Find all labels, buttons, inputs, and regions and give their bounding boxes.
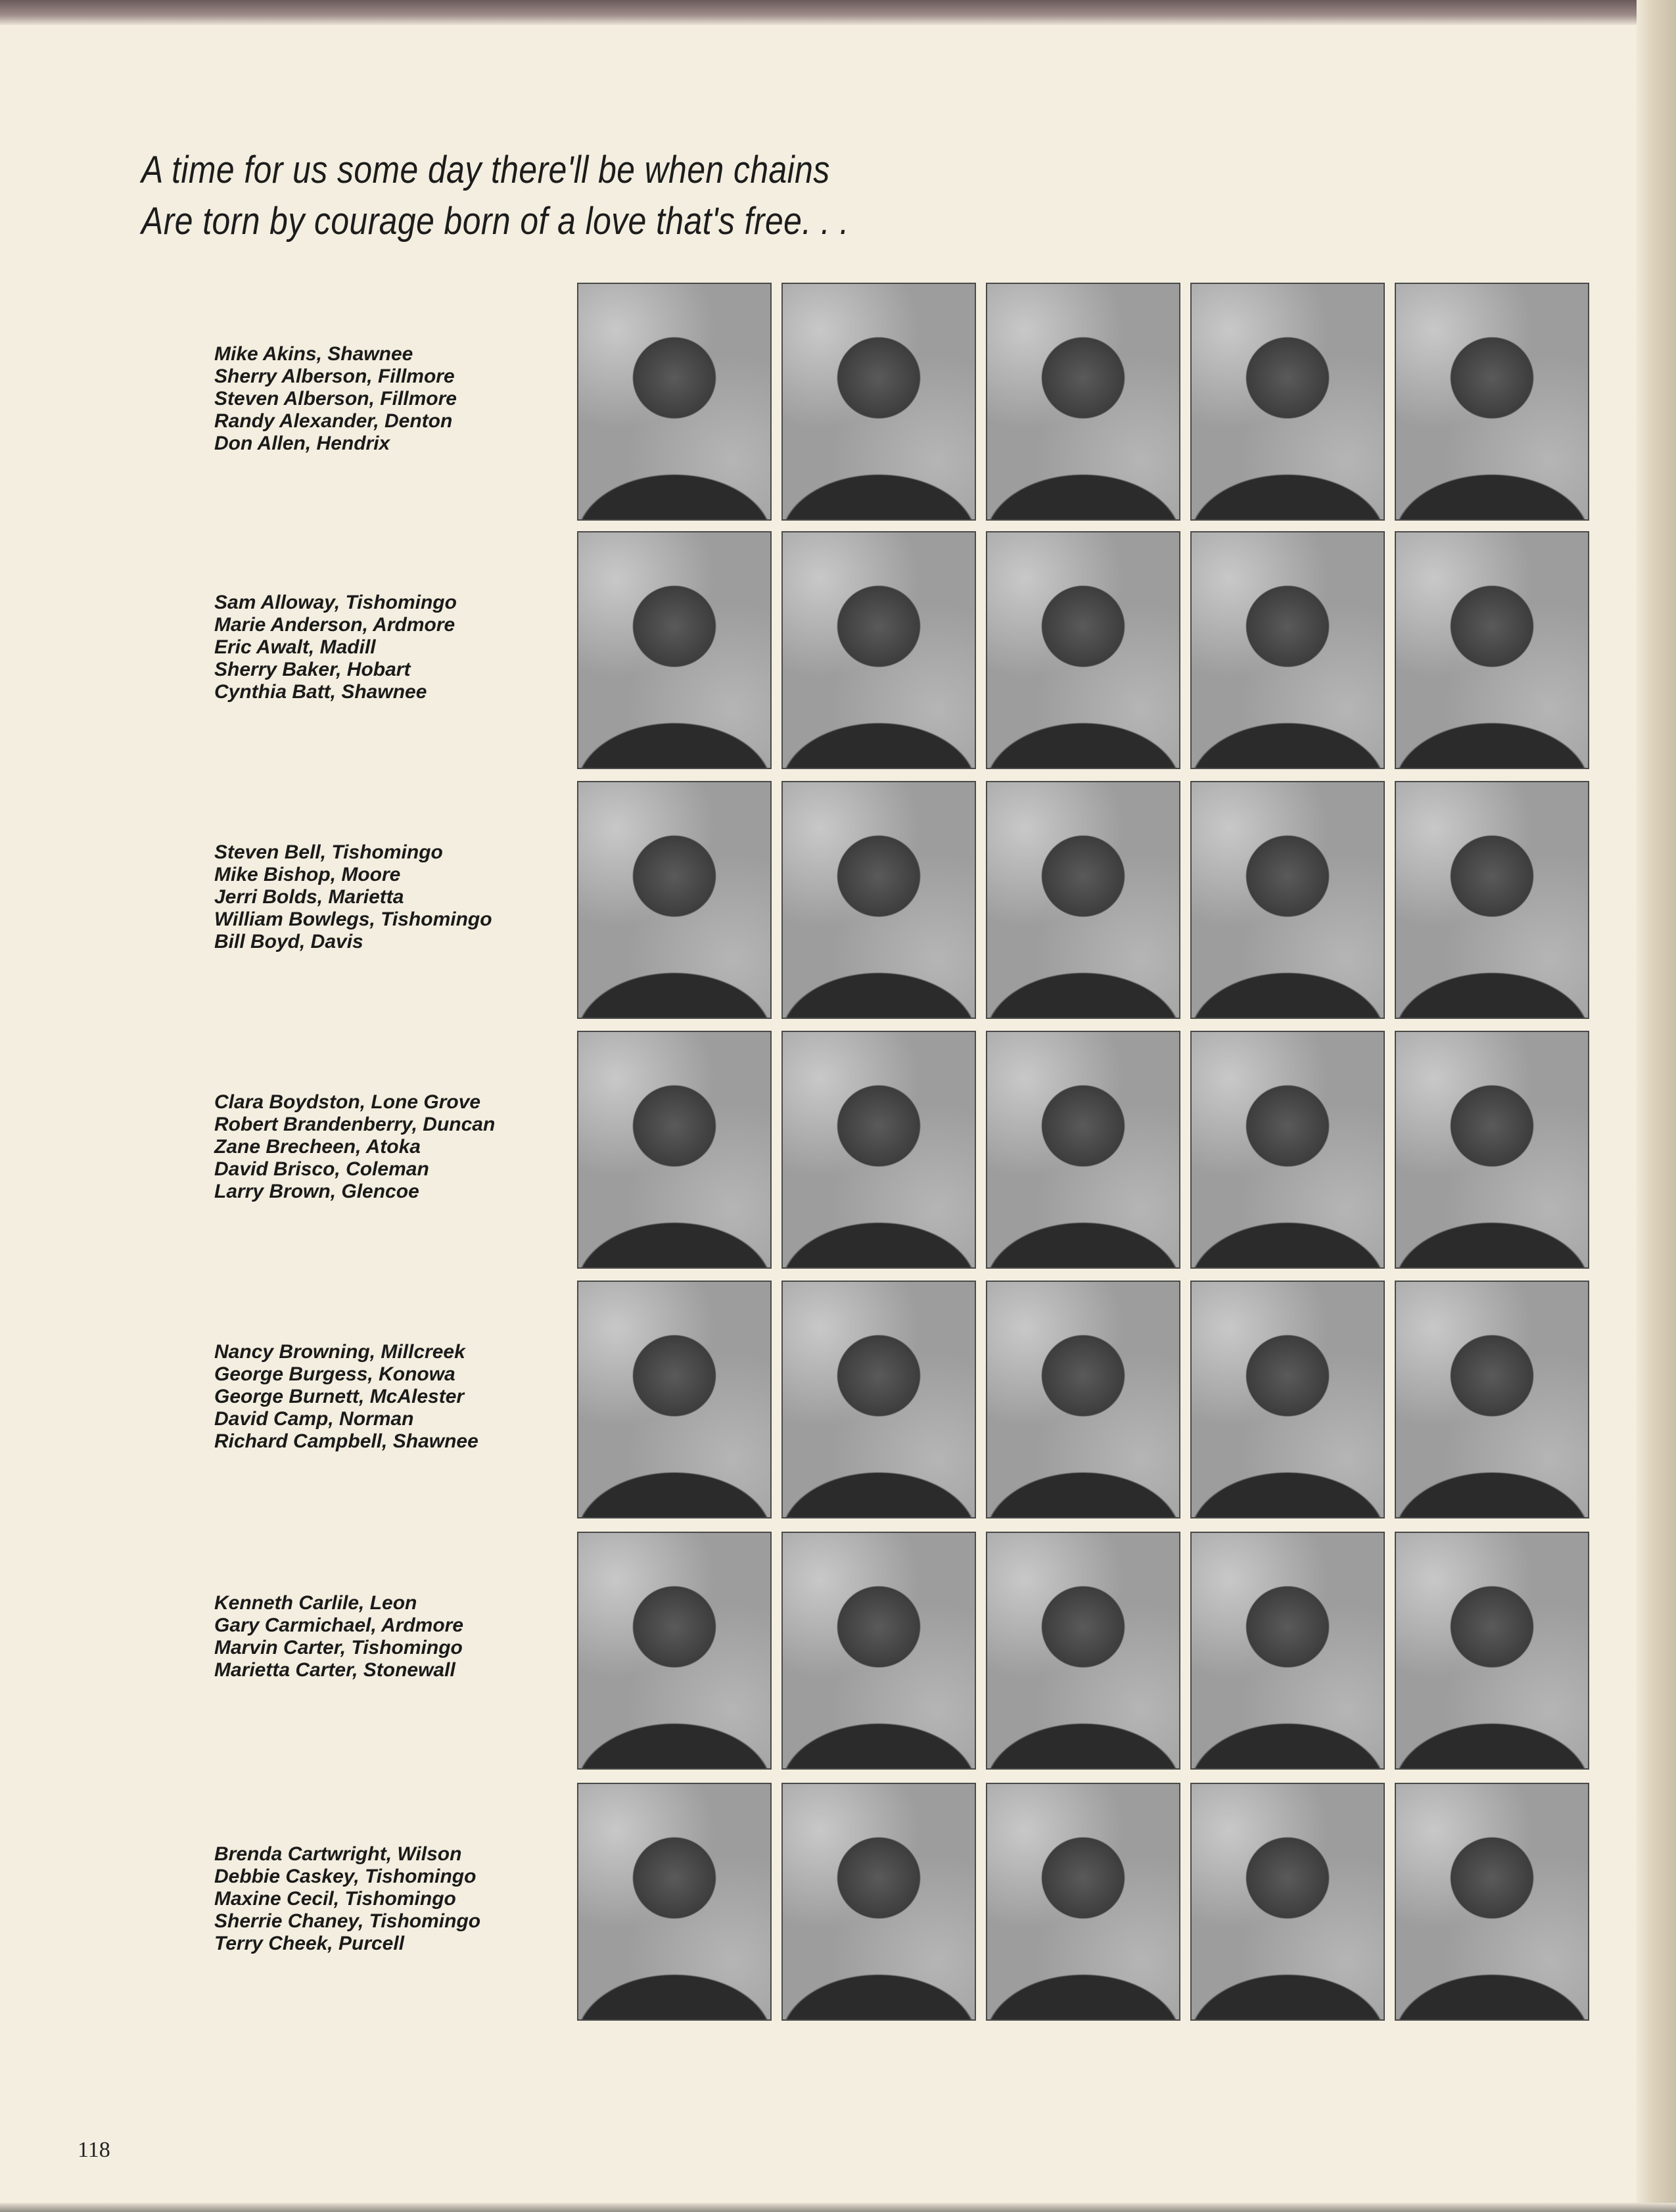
student-portrait [577,1031,772,1269]
student-portrait [577,1783,772,2021]
student-row [0,1281,1610,1518]
student-portrait [781,283,976,521]
student-name: Sherry Baker, Hobart [214,659,411,680]
student-name: William Bowlegs, Tishomingo [214,908,492,930]
student-name: Cynthia Batt, Shawnee [214,681,427,703]
student-row [0,1532,1610,1770]
student-name: George Burgess, Konowa [214,1363,455,1385]
student-name: Gary Carmichael, Ardmore [214,1614,464,1636]
student-name: Brenda Cartwright, Wilson [214,1843,462,1865]
student-portrait [986,1031,1180,1269]
student-name: Clara Boydston, Lone Grove [214,1091,481,1113]
student-row [0,1031,1610,1269]
student-portrait [781,781,976,1019]
student-portrait [986,781,1180,1019]
student-portrait [986,1532,1180,1770]
student-name: David Brisco, Coleman [214,1158,429,1180]
student-name: Robert Brandenberry, Duncan [214,1114,496,1135]
student-portrait [781,1281,976,1518]
student-portrait [986,1783,1180,2021]
student-portrait [986,531,1180,769]
student-portrait [1190,1031,1385,1269]
quote [141,145,1193,247]
student-portrait [1395,283,1589,521]
quote-line-2: Are torn by courage born of a love that's free. . . [141,200,849,243]
student-portrait [986,283,1180,521]
student-name: Sam Alloway, Tishomingo [214,592,457,613]
student-name: Sherry Alberson, Fillmore [214,365,455,387]
student-name: Mike Akins, Shawnee [214,343,413,365]
student-portrait [1190,1532,1385,1770]
page-top-edge [0,0,1676,25]
student-portrait [1190,531,1385,769]
page-number: 118 [78,2138,110,2162]
quote-line-1: A time for us some day there'll be when chains [141,149,830,191]
student-portrait [781,1031,976,1269]
student-portrait [1190,1281,1385,1518]
book-spine [1637,0,1676,2212]
student-name: Larry Brown, Glencoe [214,1181,419,1202]
student-portrait [986,1281,1180,1518]
student-name: David Camp, Norman [214,1408,414,1430]
student-portrait [1190,283,1385,521]
student-row [0,1783,1610,2021]
student-name-list [214,841,569,953]
student-row [0,781,1610,1019]
student-name: Eric Awalt, Madill [214,636,376,658]
student-name: Bill Boyd, Davis [214,931,363,953]
student-name: Nancy Browning, Millcreek [214,1341,465,1363]
student-name: Randy Alexander, Denton [214,410,453,432]
student-name-list [214,1091,569,1203]
student-name: Marvin Carter, Tishomingo [214,1637,463,1659]
student-portrait [577,1281,772,1518]
student-portrait [1395,1031,1589,1269]
student-name-list [214,1341,569,1453]
student-row [0,283,1610,521]
student-portrait [781,531,976,769]
student-portrait [1395,781,1589,1019]
student-portrait [577,781,772,1019]
student-name: Kenneth Carlile, Leon [214,1592,417,1614]
student-name-list [214,592,569,703]
page-bottom-edge [0,2203,1676,2212]
student-portrait [577,531,772,769]
student-portrait [1395,1783,1589,2021]
student-name-list [214,343,569,455]
student-portrait [577,1532,772,1770]
student-name: Jerri Bolds, Marietta [214,886,404,908]
student-name: Debbie Caskey, Tishomingo [214,1866,477,1887]
student-name: Steven Alberson, Fillmore [214,388,457,410]
student-name: Richard Campbell, Shawnee [214,1430,478,1452]
student-portrait [781,1532,976,1770]
student-name: Marie Anderson, Ardmore [214,614,455,636]
student-name: Don Allen, Hendrix [214,433,390,454]
student-portrait [577,283,772,521]
student-portrait [1395,1532,1589,1770]
student-name: Steven Bell, Tishomingo [214,841,443,863]
student-name: George Burnett, McAlester [214,1386,465,1407]
student-name-list [214,1843,569,1955]
student-portrait [1395,531,1589,769]
student-name: Terry Cheek, Purcell [214,1933,405,1954]
student-name: Marietta Carter, Stonewall [214,1659,455,1681]
student-row [0,531,1610,769]
student-portrait [1190,1783,1385,2021]
student-name: Zane Brecheen, Atoka [214,1136,421,1158]
student-name: Sherrie Chaney, Tishomingo [214,1910,481,1932]
student-name-list [214,1592,569,1682]
student-name: Mike Bishop, Moore [214,864,401,885]
student-portrait [781,1783,976,2021]
student-portrait [1395,1281,1589,1518]
student-name: Maxine Cecil, Tishomingo [214,1888,456,1910]
student-portrait [1190,781,1385,1019]
